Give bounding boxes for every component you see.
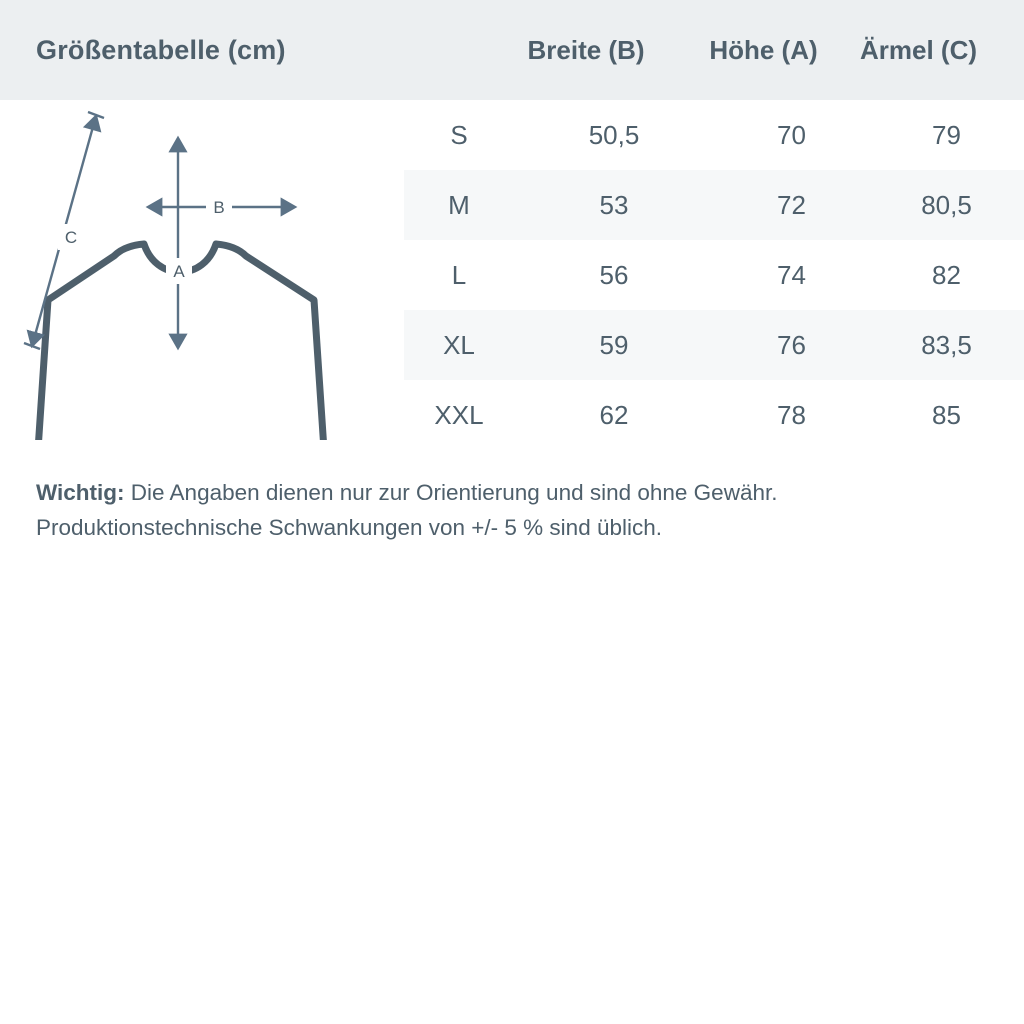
column-header-sleeve: Ärmel (C) xyxy=(859,34,977,65)
table-row xyxy=(404,240,1024,310)
disclaimer-line-2: Produktionstechnische Schwankungen von +/- 5 % sind üblich. xyxy=(36,514,663,540)
label-sleeve: C xyxy=(64,228,78,247)
table-row xyxy=(404,380,1024,450)
table-row xyxy=(404,170,1024,240)
cell-width: 59 xyxy=(514,310,714,380)
cell-height: 78 xyxy=(777,399,806,430)
size-table-pane xyxy=(404,100,1024,450)
cell-size: XXL xyxy=(434,399,484,430)
cell-sleeve: 80,5 xyxy=(869,170,1024,240)
label-height: A xyxy=(173,262,185,281)
column-header-width: Breite (B) xyxy=(527,34,645,65)
cell-size: S xyxy=(450,119,468,150)
cell-width: 50,5 xyxy=(588,119,640,150)
table-row xyxy=(404,100,1024,170)
garment-diagram xyxy=(0,100,404,440)
disclaimer-text-1: Die Angaben dienen nur zur Orientierung und sind ohne Gewähr. xyxy=(124,480,778,505)
cell-sleeve: 83,5 xyxy=(869,310,1024,380)
cell-sleeve: 85 xyxy=(932,399,961,430)
disclaimer-label: Wichtig: xyxy=(36,480,125,505)
cell-width: 56 xyxy=(599,259,629,290)
page-title: Größentabelle (cm) xyxy=(36,34,286,65)
cell-size: XL xyxy=(404,310,514,380)
column-header-height: Höhe (A) xyxy=(709,34,818,65)
disclaimer-note xyxy=(0,450,1024,546)
cell-height: 74 xyxy=(777,259,806,290)
cell-width: 62 xyxy=(599,399,629,430)
cell-size: M xyxy=(404,170,514,240)
size-chart-body xyxy=(0,100,1024,450)
size-table xyxy=(404,100,1024,450)
disclaimer-line-1 xyxy=(36,476,988,511)
label-width: B xyxy=(213,198,225,217)
cell-sleeve: 82 xyxy=(932,259,961,290)
column-headers xyxy=(476,35,996,66)
table-row xyxy=(404,310,1024,380)
cell-height: 72 xyxy=(714,170,869,240)
cell-height: 70 xyxy=(777,119,806,150)
cell-size: L xyxy=(451,259,467,290)
size-chart-header xyxy=(0,0,1024,100)
cell-width: 53 xyxy=(514,170,714,240)
cell-height: 76 xyxy=(714,310,869,380)
cell-sleeve: 79 xyxy=(932,119,961,150)
